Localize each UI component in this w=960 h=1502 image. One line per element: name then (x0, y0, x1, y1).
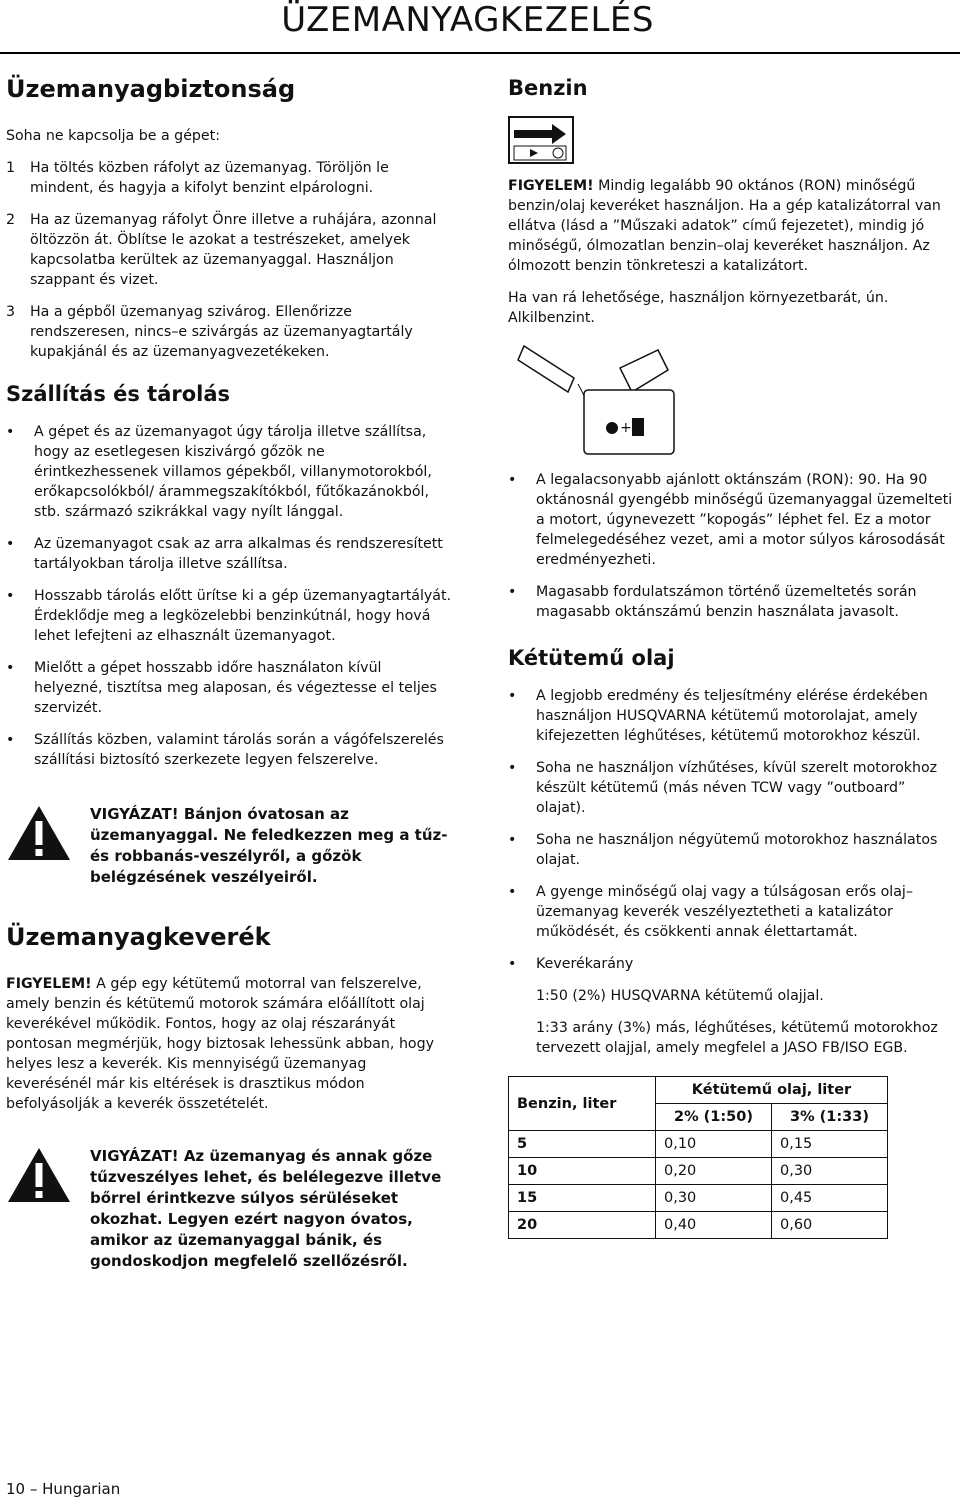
note-text: A gép egy kétütemű motorral van felszerelve, amely benzin és kétütemű motorok számára előállított olaj keverékével működik. Fontos, hogy az olaj részarányát pontosan megmérjük, hogy biztosak lehessünk abban, hogy helyes lesz a keverék. Kis mennyiségű üzemanyag keverésénél már kis eltérések is drasztikus módon befolyásolják a keverék összetételét. (6, 976, 435, 1112)
note-label: FIGYELEM! (508, 178, 594, 194)
table-row (509, 1158, 888, 1185)
table-header-row (509, 1077, 888, 1104)
table-header-benzin: Benzin, liter (509, 1077, 656, 1131)
footer-language: Hungarian (42, 1480, 121, 1498)
list-item (508, 954, 954, 974)
list-item-text: Szállítás közben, valamint tárolás során a vágófelszerelés szállítási biztosító szerkezete legyen felszerelve. (34, 732, 444, 768)
bullet: • (6, 732, 15, 748)
item-text: Ha az üzemanyag ráfolyt Önre illetve a ruhájára, azonnal öltözzön át. Öblítse le azokat a testrészeket, amelyek kapcsolatba kerültek az üzemanyaggal. Használjon szappant és vizet. (30, 212, 437, 288)
list-item-text: Soha ne használjon vízhűtéses, kívül szerelt motorokhoz készült kétütemű (más néven TCW vagy ”outboard” olajat). (536, 760, 938, 816)
bullet: • (508, 472, 517, 488)
alkylate-text: Ha van rá lehetősége, használjon környezetbarát, ún. Alkilbenzint. (508, 290, 889, 326)
page-number: 10 (6, 1480, 26, 1498)
svg-text:+: + (620, 420, 632, 436)
right-column (508, 70, 954, 1239)
list-item-text: Mielőtt a gépet hosszabb időre használaton kívül helyezné, tisztítsa meg alaposan, és végeztesse el teljes szervizét. (34, 660, 437, 716)
mix-table (508, 1076, 888, 1239)
bullet: • (6, 536, 15, 552)
bullet: • (6, 660, 15, 676)
table-header-3pct: 3% (1:33) (772, 1104, 888, 1131)
table-row (509, 1212, 888, 1239)
mix-note (6, 974, 452, 1114)
safety-item (6, 158, 452, 198)
oil-heading: Kétütemű olaj (508, 646, 675, 670)
header-rule (0, 52, 960, 54)
bullet: • (508, 832, 517, 848)
note-label: FIGYELEM! (6, 976, 92, 992)
list-item (6, 658, 452, 718)
safety-heading: Üzemanyagbiztonság (6, 75, 296, 103)
note-text: Mindig legalább 90 oktános (RON) minőségű benzin/olaj keveréket használjon. Ha a gép katalizátorral van ellátva (lásd a ”Műszaki adatok” című fejezetet), mindig jó minőségű, ólmozatlan benzin–olaj keveréket használjon. Az ólmozott benzin tönkreteszi a katalizátort. (508, 178, 941, 274)
list-item-text: Az üzemanyagot csak az arra alkalmas és rendszeresített tartályokban tárolja illetve szállítsa. (34, 536, 443, 572)
list-item (508, 882, 954, 942)
table-cell: 0,15 (772, 1131, 888, 1158)
table-row (509, 1131, 888, 1158)
warning-text: VIGYÁZAT! Bánjon óvatosan az üzemanyaggal. Ne feledkezzen meg a tűz- és robbanás-veszélyről, a gőzök belégzésének veszélyeiről. (90, 805, 448, 886)
table-cell: 0,10 (656, 1131, 772, 1158)
list-item (6, 534, 452, 574)
safety-item (6, 302, 452, 362)
item-text: Ha töltés közben ráfolyt az üzemanyag. Töröljön le mindent, és hagyja a kifolyt benzint elpárologni. (30, 160, 389, 196)
list-item-text: A gyenge minőségű olaj vagy a túlságosan erős olaj– üzemanyag keverék veszélyeztetheti a katalizátor működését, és csökkenti annak élettartamát. (536, 884, 913, 940)
bullet: • (508, 884, 517, 900)
list-item (6, 422, 452, 522)
warning-box (6, 804, 452, 888)
list-item-text: Hosszabb tárolás előtt ürítse ki a gép üzemanyagtartályát. Érdeklődje meg a legközelebbi benzinkútnál, hogy hová lehet lefejteni az elhasznált üzemanyagot. (34, 588, 452, 644)
table-cell: 0,30 (656, 1185, 772, 1212)
warning-triangle-icon (6, 1146, 90, 1272)
table-cell: 20 (509, 1212, 656, 1239)
table-cell: 0,40 (656, 1212, 772, 1239)
warning-triangle-icon (6, 804, 90, 888)
list-item (508, 758, 954, 818)
bullet: • (508, 688, 517, 704)
fuel-can-illustration-icon (508, 336, 688, 456)
table-cell: 5 (509, 1131, 656, 1158)
mix-heading: Üzemanyagkeverék (6, 923, 271, 951)
warning-box (6, 1146, 452, 1272)
left-column (6, 70, 452, 1272)
list-item-text: Keverékarány (536, 956, 634, 972)
list-item (6, 586, 452, 646)
list-item-text: A gépet és az üzemanyagot úgy tárolja illetve szállítsa, hogy az esetlegesen kiszivárgó gőzök ne érintkezhessenek villamos gépekből, villanymotorokból, erőkapcsolókból/ árammegszakítókból, fűtőkazánokból, stb. származó szikrákkal vagy nyílt lánggal. (34, 424, 432, 520)
safety-item (6, 210, 452, 290)
safety-intro: Soha ne kapcsolja be a gépet: (6, 128, 220, 144)
benzin-note (508, 176, 954, 276)
list-item (508, 582, 954, 622)
page-title: ÜZEMANYAGKEZELÉS (281, 0, 654, 40)
item-number: 3 (6, 304, 16, 320)
bullet: • (6, 424, 15, 440)
fuel-symbol-icon (508, 116, 574, 164)
list-item (508, 830, 954, 870)
table-header-2pct: 2% (1:50) (656, 1104, 772, 1131)
table-row (509, 1185, 888, 1212)
table-cell: 0,45 (772, 1185, 888, 1212)
list-item (508, 470, 954, 570)
item-text: Ha a gépből üzemanyag szivárog. Ellenőrizze rendszeresen, nincs–e szivárgás az üzemanyagtartály kupakjánál és az üzemanyagvezetékeken. (30, 304, 413, 360)
table-cell: 0,20 (656, 1158, 772, 1185)
warning-text: VIGYÁZAT! Az üzemanyag és annak gőze tűzveszélyes lehet, és belélegezve illetve bőrrel érintkezve súlyos sérüléseket okozhat. Legyen ezért nagyon óvatos, amikor az üzemanyaggal bánik, és gondoskodjon megfelelő szellőzésről. (90, 1147, 442, 1270)
list-item (508, 686, 954, 746)
footer-dash: – (29, 1480, 38, 1498)
bullet: • (508, 956, 517, 972)
benzin-heading: Benzin (508, 76, 588, 100)
bullet: • (508, 760, 517, 776)
list-item-text: Soha ne használjon négyütemű motorokhoz használatos olajat. (536, 832, 938, 868)
list-item-text: A legalacsonyabb ajánlott oktánszám (RON): 90. Ha 90 oktánosnál gyengébb minőségű üzemanyaggal üzemelteti a motort, úgynevezett ”kopogás” léphet fel. Ez a motor felmelegedéséhez vezet, ami a motor súlyos károsodását eredményezheti. (536, 472, 953, 568)
list-item-text: A legjobb eredmény és teljesítmény elérése érdekében használjon HUSQVARNA kétütemű motorolajat, amely kifejezetten léghűtéses, kétütemű motorokhoz készül. (536, 688, 928, 744)
list-item-text: Magasabb fordulatszámon történő üzemeltetés során magasabb oktánszámú benzin használata javasolt. (536, 584, 917, 620)
item-number: 1 (6, 160, 16, 176)
table-cell: 0,30 (772, 1158, 888, 1185)
table-header-oil: Kétütemű olaj, liter (656, 1077, 888, 1104)
table-cell: 15 (509, 1185, 656, 1212)
ratio-2-percent: 1:50 (2%) HUSQVARNA kétütemű olajjal. (536, 988, 824, 1004)
transport-heading: Szállítás és tárolás (6, 382, 231, 406)
item-number: 2 (6, 212, 16, 228)
table-cell: 0,60 (772, 1212, 888, 1239)
page-footer (6, 1480, 120, 1498)
table-cell: 10 (509, 1158, 656, 1185)
bullet: • (508, 584, 517, 600)
bullet: • (6, 588, 15, 604)
ratio-3-percent: 1:33 arány (3%) más, léghűtéses, kétütemű motorokhoz tervezett olajjal, amely megfelel a JASO FB/ISO EGB. (536, 1020, 938, 1056)
list-item (6, 730, 452, 770)
